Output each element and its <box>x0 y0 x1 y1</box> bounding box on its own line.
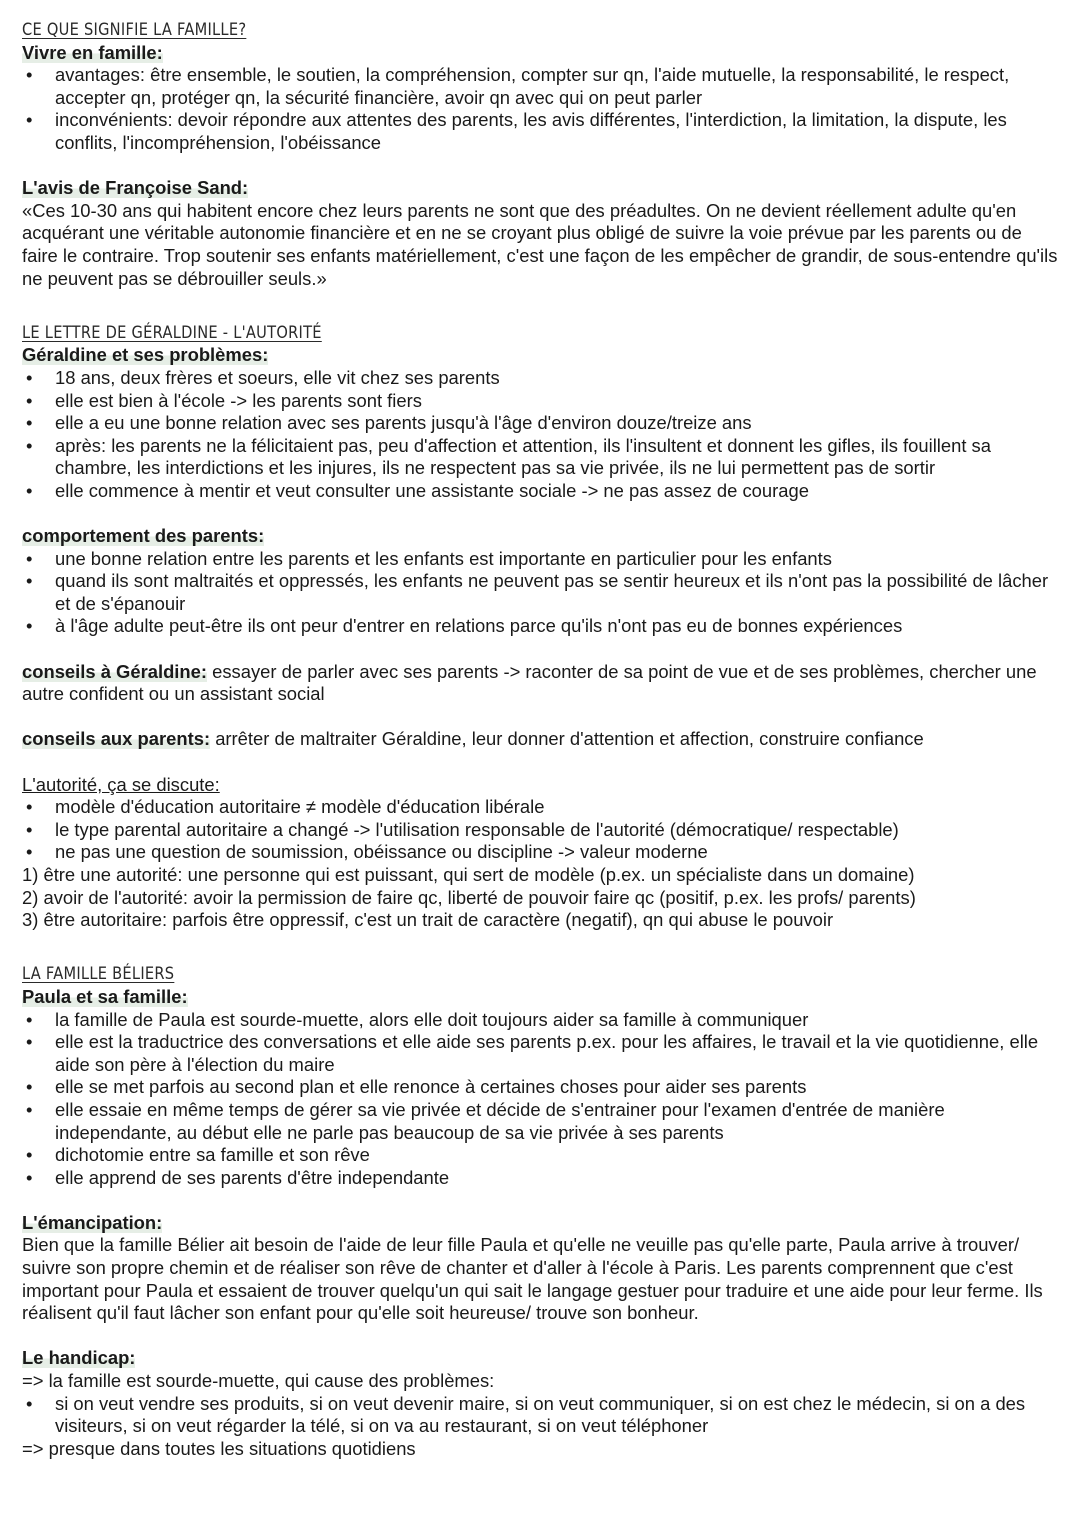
list-vivre-en-famille <box>22 64 1058 154</box>
list-item: • dichotomie entre sa famille et son rêve <box>22 1144 1058 1167</box>
list-item: • inconvénients: devoir répondre aux attentes des parents, les avis différentes, l'interdiction, la limitation, la dispute, les conflits, l'incompréhension, l'obéissance <box>22 109 1058 154</box>
list-item: • elle a eu une bonne relation avec ses parents jusqu'à l'âge d'environ douze/treize ans <box>22 412 1058 435</box>
quote-sand: «Ces 10-30 ans qui habitent encore chez leurs parents ne sont que des préadultes. On ne devient réellement adulte qu'en acquérant une véritable autonomie financière et en ne se croyant plus obligé de suivre la voie prévue par les parents ou de faire le contraire. Trop soutenir ses enfants matériellement, c'est une façon de les empêcher de grandir, de sous-entendre qu'ils ne peuvent pas se débrouiller seuls.» <box>22 199 1058 289</box>
numbered-item: 3) être autoritaire: parfois être oppressif, c'est un trait de caractère (negatif), qn qui abuse le pouvoir <box>22 909 834 931</box>
list-geraldine-problemes <box>22 367 1058 503</box>
list-item: • quand ils sont maltraités et oppressés, les enfants ne peuvent pas se sentir heureux et ils n'ont pas la possibilité de lâcher et de s'épanouir <box>22 570 1058 615</box>
conseils-parents-text: arrêter de maltraiter Géraldine, leur donner d'attention et affection, construire confiance <box>210 728 924 750</box>
numbered-item: 1) être une autorité: une personne qui est puissant, qui sert de modèle (p.ex. un spécialiste dans un domaine) <box>22 863 915 885</box>
heading-conseils-parents: conseils aux parents: <box>22 728 211 750</box>
list-item: • le type parental autoritaire a changé -> l'utilisation responsable de l'autorité (démocratique/ respectable) <box>22 819 1058 842</box>
list-item: • elle est bien à l'école -> les parents sont fiers <box>22 390 1058 413</box>
list-item: • modèle d'éducation autoritaire ≠ modèle d'éducation libérale <box>22 796 1058 819</box>
list-item: • elle apprend de ses parents d'être independante <box>22 1167 1058 1190</box>
list-item: • une bonne relation entre les parents et les enfants est importante en particulier pour les enfants <box>22 548 1058 571</box>
list-item: • elle essaie en même temps de gérer sa vie privée et décide de s'entrainer pour l'examen d'entrée de manière independante, au début elle ne parle pas beaucoup de sa vie privée à ses parents <box>22 1099 1058 1144</box>
handicap-line-2: => presque dans toutes les situations quotidiens <box>22 1437 416 1459</box>
heading-emancipation: L'émancipation: <box>22 1211 163 1233</box>
heading-avis-sand: L'avis de Françoise Sand: <box>22 177 249 199</box>
heading-conseils-geraldine: conseils à Géraldine: <box>22 660 208 682</box>
emancipation-text: Bien que la famille Bélier ait besoin de l'aide de leur fille Paula et qu'elle ne veuille pas qu'elle parte, Paula arrive à trouver/ suivre son propre chemin et de réaliser son rêve de chanter et d'aller à l'école à Paris. Les parents comprennent que c'est important pour Paula et essaient de trouver quelqu'un qui sait le langage gestuer pour traduire et une aide pour leur ferme. Ils réalisent qu'il faut lâcher son enfant pour qu'elle soit heureuse/ trouve son bonheur. <box>22 1234 1043 1324</box>
heading-autorite: L'autorité, ça se discute: <box>22 773 220 795</box>
list-item: • avantages: être ensemble, le soutien, la compréhension, compter sur qn, l'aide mutuelle, la responsabilité, le respect, accepter qn, protéger qn, la sécurité financière, avoir qn avec qui on peut parler <box>22 64 1058 109</box>
heading-paula: Paula et sa famille: <box>22 985 188 1007</box>
list-item: • elle se met parfois au second plan et elle renonce à certaines choses pour aider ses parents <box>22 1076 1058 1099</box>
handicap-line-1: => la famille est sourde-muette, qui cause des problèmes: <box>22 1370 495 1392</box>
list-paula <box>22 1009 1058 1190</box>
list-comportement-parents <box>22 548 1058 638</box>
section-title-beliers: LA FAMILLE BÉLIERS <box>22 964 175 985</box>
list-autorite <box>22 796 1058 864</box>
list-item: • à l'âge adulte peut-être ils ont peur d'entrer en relations parce qu'ils n'ont pas eu de bonnes expériences <box>22 615 1058 638</box>
list-item: • ne pas une question de soumission, obéissance ou discipline -> valeur moderne <box>22 841 1058 864</box>
list-item: • après: les parents ne la félicitaient pas, peu d'affection et attention, ils l'insultent et donnent les gifles, ils fouillent sa chambre, les interdictions et les injures, ils ne respectent pas sa vie privée, ils ne lui permettent pas de sortir <box>22 435 1058 480</box>
section-title-geraldine: LE LETTRE DE GÉRALDINE - L'AUTORITÉ <box>22 322 322 343</box>
list-item: • 18 ans, deux frères et soeurs, elle vit chez ses parents <box>22 367 1058 390</box>
list-item: • si on veut vendre ses produits, si on veut devenir maire, si on veut communiquer, si on est chez le médecin, si on a des visiteurs, si on veut régarder la télé, si on va au restaurant, si on veut téléphoner <box>22 1393 1058 1438</box>
heading-geraldine-problemes: Géraldine et ses problèmes: <box>22 344 269 366</box>
list-item: • elle est la traductrice des conversations et elle aide ses parents p.ex. pour les affaires, le travail et la vie quotidienne, elle aide son père à l'élection du maire <box>22 1031 1058 1076</box>
conseils-parents <box>22 728 1058 751</box>
list-item: • elle commence à mentir et veut consulter une assistante sociale -> ne pas assez de courage <box>22 480 1058 503</box>
section-title-famille: CE QUE SIGNIFIE LA FAMILLE? <box>22 20 247 40</box>
numbered-item: 2) avoir de l'autorité: avoir la permission de faire qc, liberté de pouvoir faire qc (positif, p.ex. les profs/ parents) <box>22 886 916 908</box>
heading-comportement-parents: comportement des parents: <box>22 525 265 547</box>
conseils-geraldine-text: essayer de parler avec ses parents -> raconter de sa point de vue et de ses problèmes, chercher une autre confident ou un assistant social <box>22 660 1037 705</box>
list-item: • la famille de Paula est sourde-muette, alors elle doit toujours aider sa famille à communiquer <box>22 1009 1058 1032</box>
conseils-geraldine <box>22 661 1058 706</box>
list-handicap <box>22 1393 1058 1438</box>
heading-vivre-en-famille: Vivre en famille: <box>22 41 163 63</box>
heading-handicap: Le handicap: <box>22 1347 136 1369</box>
